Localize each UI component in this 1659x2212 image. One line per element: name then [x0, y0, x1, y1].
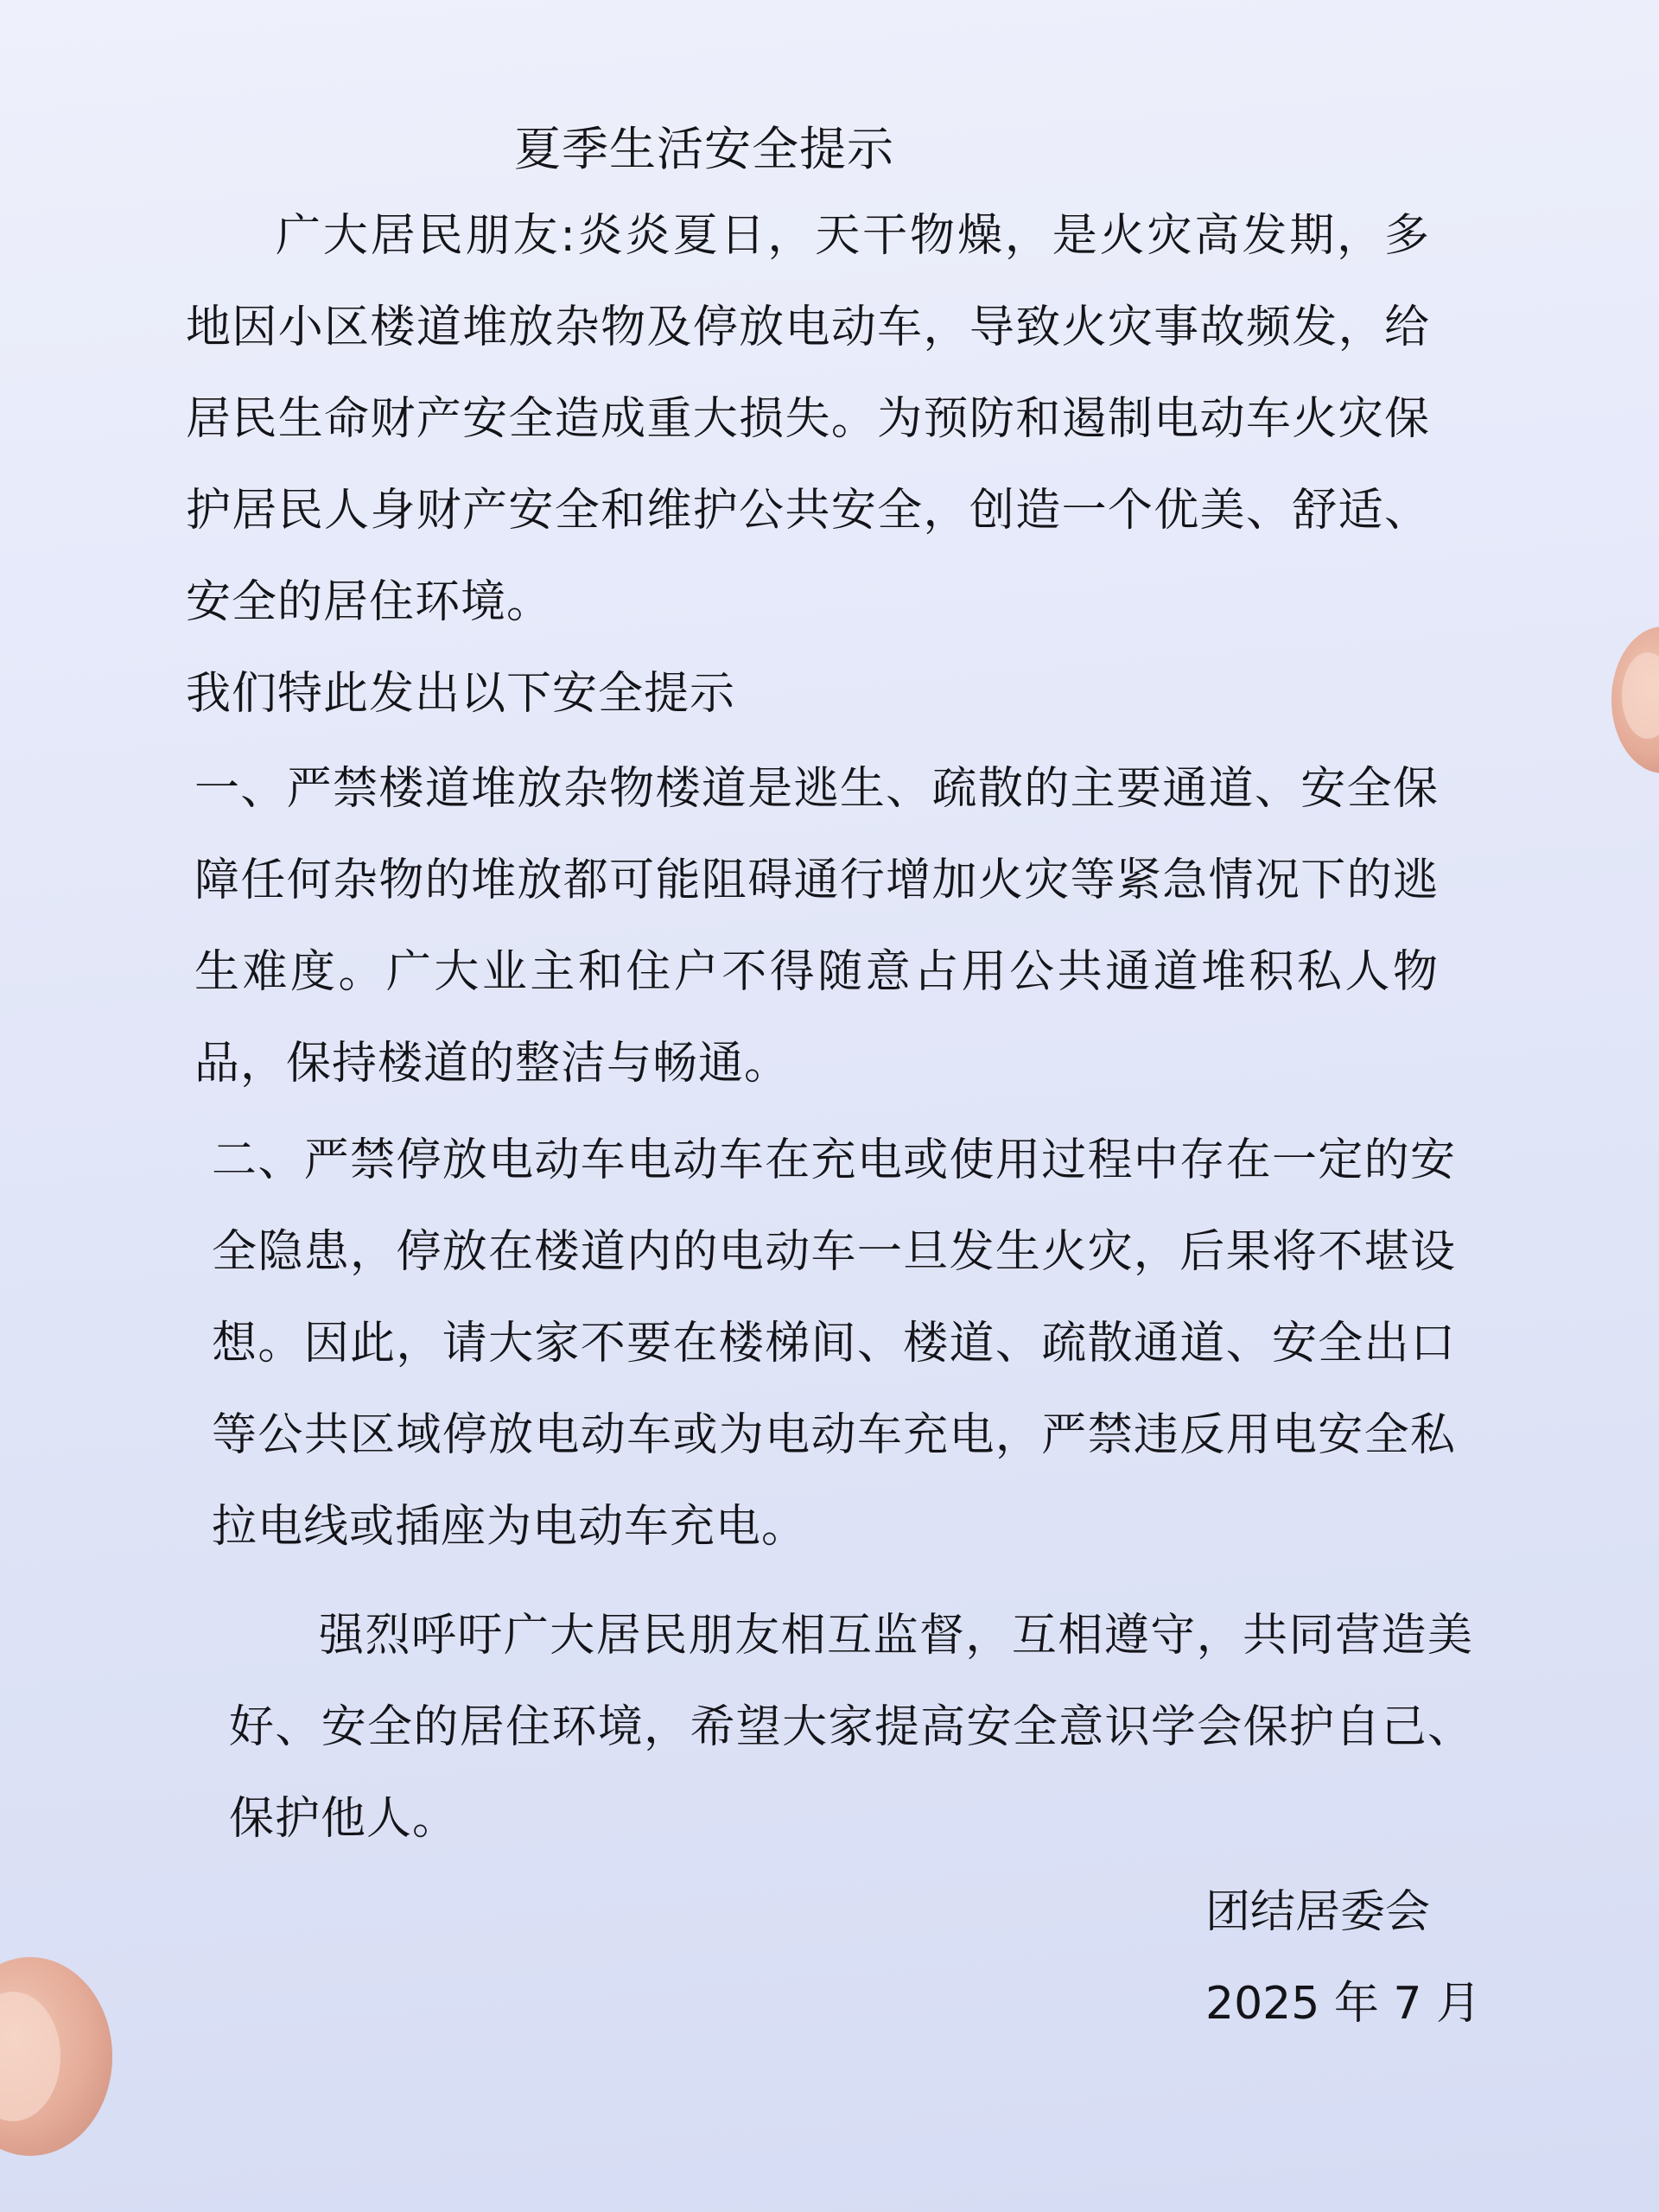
signature-organization: 团结居委会 [1205, 1886, 1431, 1938]
safety-item-1: 一、严禁楼道堆放杂物楼道是逃生、疏散的主要通道、安全保障任何杂物的堆放都可能阻碍通行增加火灾等紧急情况下的逃生难度。广大业主和住户不得随意占用公共通道堆积私人物品，保持楼道的整洁与畅通。 [194, 763, 1439, 1090]
right-thumbnail [1622, 652, 1659, 739]
signature-block [1205, 1866, 1481, 2050]
intro-line: 我们特此发出以下安全提示 [186, 668, 736, 720]
notice-title: 夏季生活安全提示 [514, 122, 894, 176]
greeting-paragraph: 广大居民朋友:炎炎夏日，天干物燥，是火灾高发期，多地因小区楼道堆放杂物及停放电动车，导致火灾事故频发，给居民生命财产安全造成重大损失。为预防和遏制电动车火灾保护居民人身财产安全和维护公共安全，创造一个优美、舒适、安全的居住环境。 [186, 210, 1430, 628]
safety-item-2: 二、严禁停放电动车电动车在充电或使用过程中存在一定的安全隐患，停放在楼道内的电动车一旦发生火灾，后果将不堪设想。因此，请大家不要在楼梯间、楼道、疏散通道、安全出口等公共区域停放电动车或为电动车充电，严禁违反用电安全私拉电线或插座为电动车充电。 [212, 1135, 1456, 1553]
closing-paragraph: 强烈呼吁广大居民朋友相互监督，互相遵守，共同营造美好、安全的居住环境，希望大家提高安全意识学会保护自己、保护他人。 [229, 1610, 1473, 1845]
signature-date: 2025 年 7 月 [1205, 1978, 1482, 2030]
left-thumbnail [0, 1992, 60, 2121]
